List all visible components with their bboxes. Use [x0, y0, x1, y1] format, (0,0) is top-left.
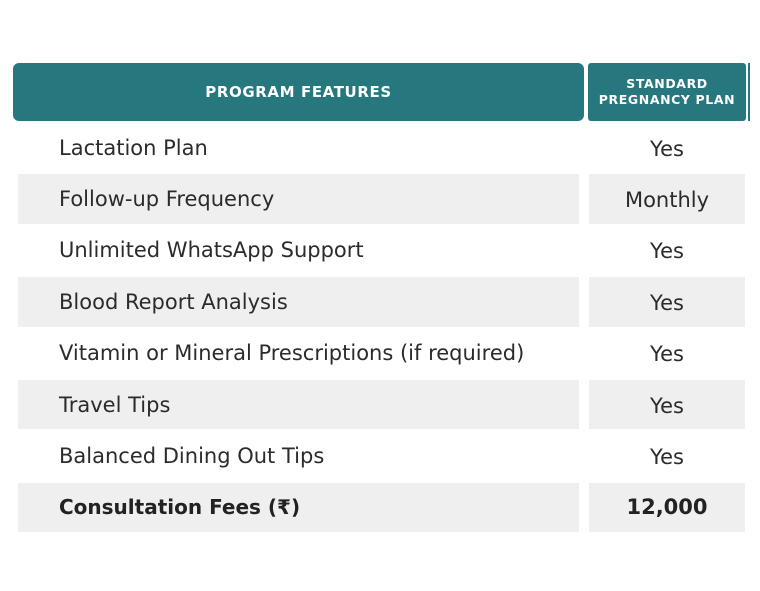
header-plan-line2: PREGNANCY PLAN: [598, 92, 736, 107]
row-feature-label: Follow-up Frequency: [59, 187, 275, 212]
table-row-consultation-fees: [0, 482, 760, 533]
row-value-label: Monthly: [624, 188, 710, 213]
row-value-label: Yes: [650, 342, 684, 367]
row-value-label: Yes: [650, 393, 684, 418]
consultation-fee-value: 12,000: [626, 495, 708, 520]
table-row-lactation-plan: [0, 122, 760, 173]
header-program-features: [13, 63, 584, 121]
row-feature-label: Blood Report Analysis: [59, 289, 288, 314]
header-standard-pregnancy-plan: [588, 63, 746, 121]
table-row-vitamin-prescriptions: [0, 328, 760, 379]
table-row-dining-out-tips: [0, 430, 760, 481]
row-value-label: Yes: [650, 290, 684, 315]
row-feature-label: Unlimited WhatsApp Support: [59, 238, 364, 263]
row-value-label: Yes: [650, 239, 684, 264]
header-edge-sliver: [748, 63, 750, 121]
row-value-label: Yes: [650, 136, 684, 161]
row-feature-label: Balanced Dining Out Tips: [59, 444, 325, 469]
table-row-follow-up-frequency: [0, 173, 760, 224]
feature-table-body: [0, 122, 760, 533]
table-row-blood-report-analysis: [0, 276, 760, 327]
row-feature-label: Lactation Plan: [59, 135, 208, 160]
table-row-travel-tips: [0, 379, 760, 430]
row-feature-label: Consultation Fees (₹): [59, 495, 301, 520]
row-feature-label: Travel Tips: [59, 392, 171, 417]
row-value-label: Yes: [650, 445, 684, 470]
header-plan-line1: STANDARD: [626, 76, 708, 91]
row-feature-label: Vitamin or Mineral Prescriptions (if required): [59, 341, 525, 366]
table-row-whatsapp-support: [0, 225, 760, 276]
header-program-features-label: PROGRAM FEATURES: [205, 83, 392, 101]
